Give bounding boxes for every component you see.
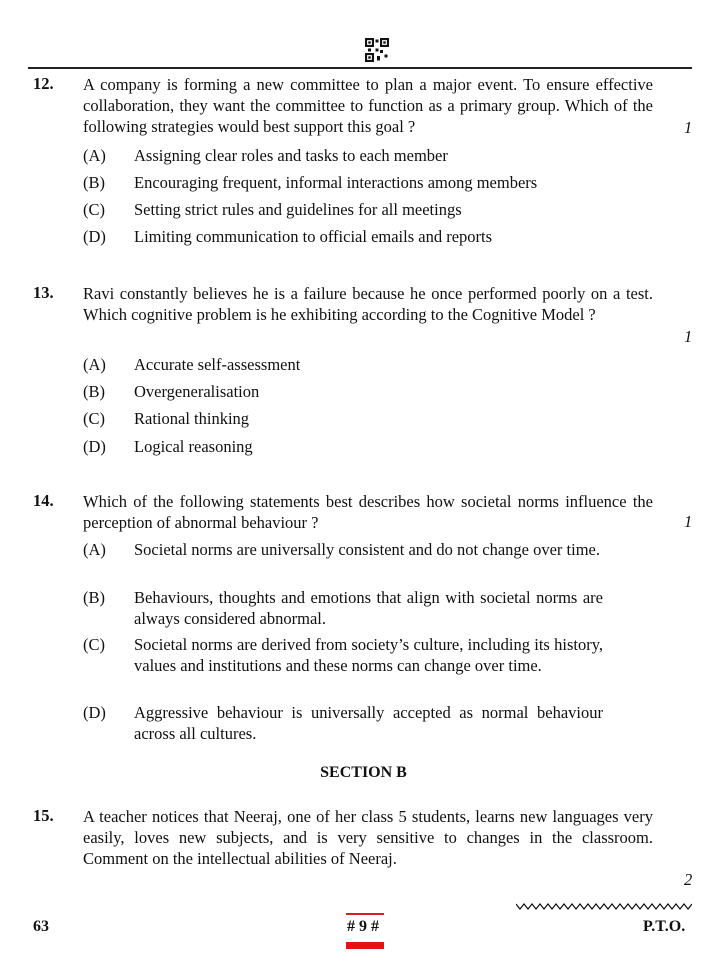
option-label: (D) [83,437,106,456]
question-number: 14. [33,491,54,510]
question-number: 15. [33,806,54,825]
question-text: Which of the following statements best describes how societal norms influence the perception of abnormal behaviour ? [83,492,653,532]
option-b [83,587,603,629]
option-text: Encouraging frequent, informal interactions among members [134,173,538,192]
option-c [83,408,603,429]
question-text: A company is forming a new committee to plan a major event. To ensure effective collaboration, they want the committee to function as a primary group. Which of the following strategies would best support this goal ? [83,75,653,136]
option-text: Assigning clear roles and tasks to each member [134,146,448,165]
option-a [83,539,603,560]
option-label: (D) [83,227,106,246]
option-text: Accurate self-assessment [134,355,301,374]
option-text: Behaviours, thoughts and emotions that align with societal norms are always considered abnormal. [134,588,603,628]
pto-label: P.T.O. [643,918,686,935]
option-b [83,381,603,402]
option-text: Rational thinking [134,409,250,428]
option-label: (D) [83,703,106,722]
option-label: (B) [83,173,105,192]
option-text: Setting strict rules and guidelines for all meetings [134,200,462,219]
option-a [83,354,603,375]
option-a [83,145,603,166]
qr-code-icon [365,38,389,62]
red-line-decoration [346,913,384,915]
question-text: Ravi constantly believes he is a failure because he once performed poorly on a test. Which cognitive problem is he exhibiting according to the Cognitive Model ? [83,284,653,324]
option-label: (A) [83,355,106,374]
option-text: Societal norms are universally consistent and do not change over time. [134,540,600,559]
option-text: Logical reasoning [134,437,253,456]
option-c [83,634,603,676]
question-12 [33,74,693,246]
option-text: Aggressive behaviour is universally accepted as normal behaviour across all cultures. [134,703,603,743]
question-marks: 1 [684,512,693,531]
header-rule [28,67,692,69]
question-number: 12. [33,74,54,93]
zigzag-divider [516,902,692,912]
question-marks: 2 [684,870,693,889]
option-c [83,199,603,220]
option-text: Limiting communication to official emails and reports [134,227,493,246]
option-label: (A) [83,146,106,165]
option-label: (C) [83,409,105,428]
red-bar-decoration [346,942,384,949]
question-marks: 1 [684,118,693,137]
question-number: 13. [33,283,54,302]
question-marks: 1 [684,327,693,346]
question-15 [33,806,693,889]
option-d [83,436,603,457]
question-13 [33,283,693,456]
option-text: Societal norms are derived from society’s culture, including its history, values and institutions and these norms can change over time. [134,635,603,675]
option-d [83,226,603,247]
section-heading: SECTION B [320,764,407,781]
question-text: A teacher notices that Neeraj, one of her class 5 students, learns new languages very easily, loves new subjects, and is very sensitive to changes in the classroom. Comment on the intellectual abilities of Neeraj. [83,807,653,868]
option-b [83,172,603,193]
question-14 [33,491,693,743]
page-number: # 9 # [347,918,379,935]
option-label: (B) [83,382,105,401]
option-label: (B) [83,588,105,607]
option-label: (C) [83,635,105,654]
option-d [83,702,603,744]
option-text: Overgeneralisation [134,382,260,401]
paper-code: 63 [33,918,49,935]
option-label: (C) [83,200,105,219]
option-label: (A) [83,540,106,559]
